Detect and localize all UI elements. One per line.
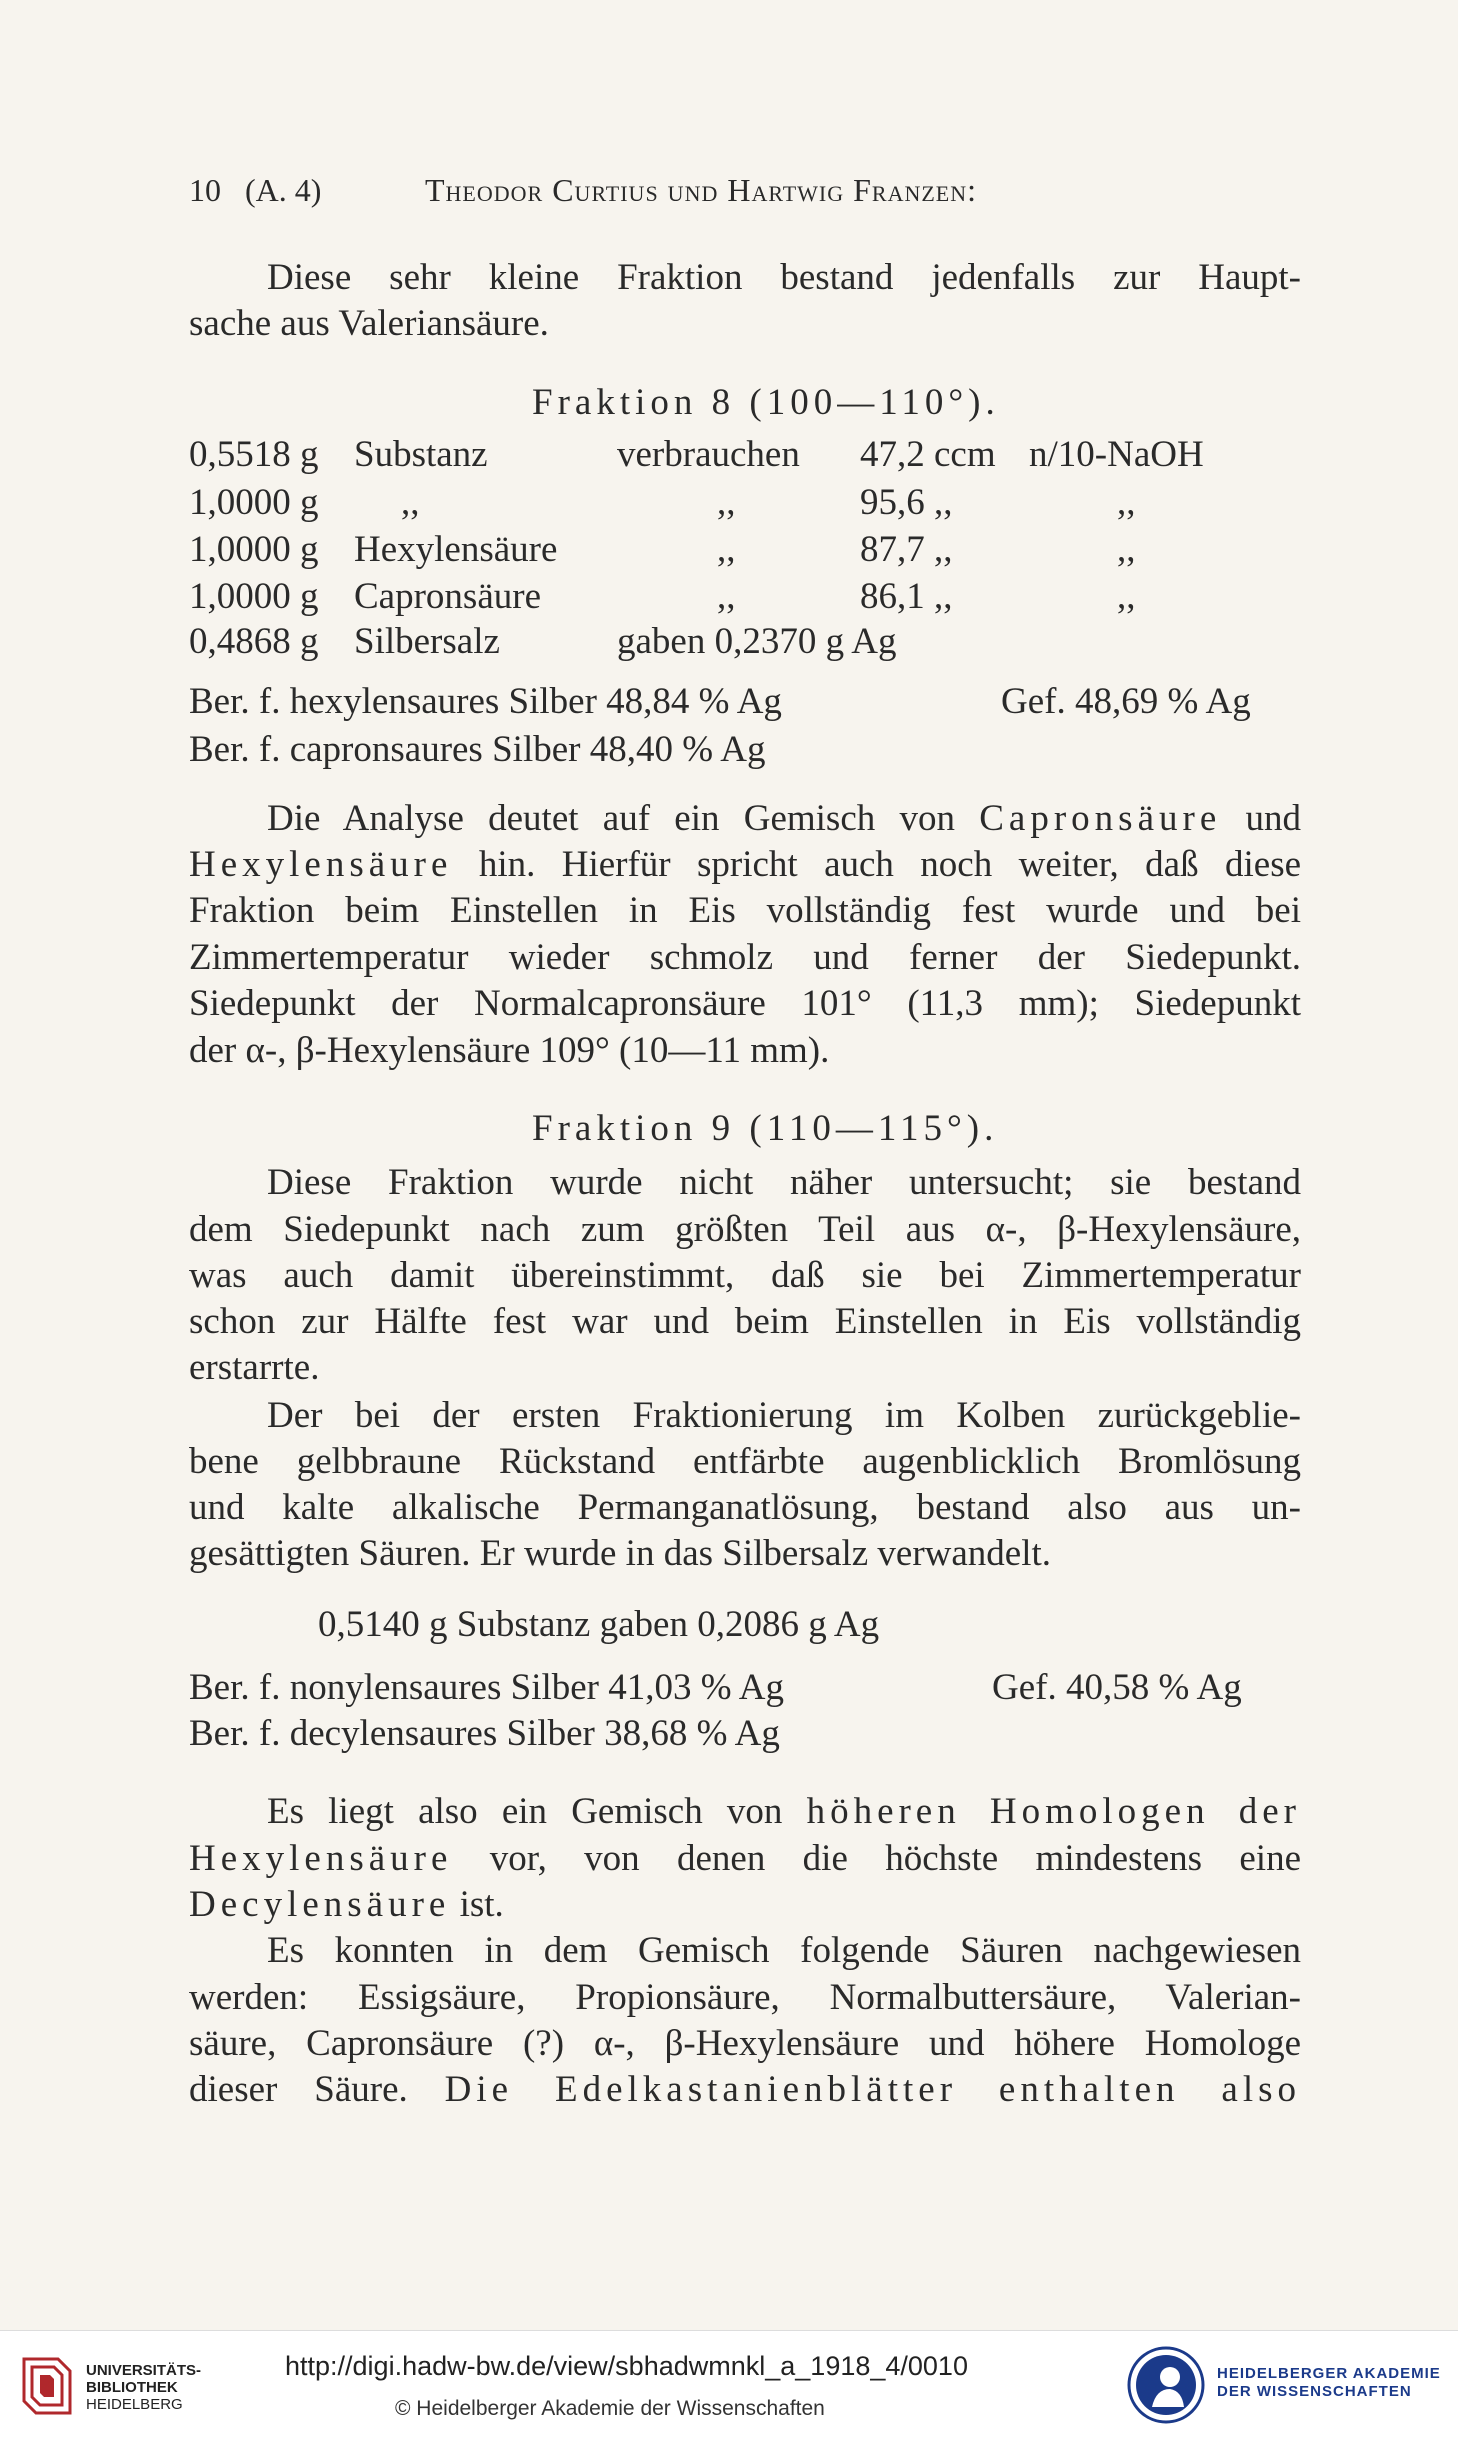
page-number: 10 (189, 172, 221, 208)
calc-result: Ber. f. nonylensaures Silber 41,03 % Ag (189, 1667, 784, 1708)
academy-seal-icon (1126, 2345, 1206, 2425)
academy-name: HEIDELBERGER AKADEMIE DER WISSENSCHAFTEN (1217, 2365, 1441, 2400)
paragraph-line: Es liegt also ein Gemisch von höheren Homologen der (267, 1791, 1301, 1832)
running-title: Theodor Curtius und Hartwig Franzen: (425, 172, 978, 208)
document-page: 10 (A. 4) Theodor Curtius und Hartwig Franzen: Diese sehr kleine Fraktion bestand jedenfalls zur Haupt- sache aus Valeriansäure. Fraktion 8 (100—110°). 0,5518 g Substanz verbrauchen 47,2 ccm n/10-NaOH 1,0000 g ,, ,, 95,6 ,, ,, 1,0000 g Hexylensäure ,, 87,7 ,, ,, 1,0000 g Capronsäure ,, 86,1 ,, ,, 0,4868 g Silbersalz gaben 0,2370 g Ag Ber. f. hexylensaures Silber 48,84 % Ag Gef. 48,69 % Ag Ber. f. capronsaures Silber 48,40 % Ag Die Analyse deutet auf ein Gemisch von Capronsäure und Hexylensäure hin. Hierfür spricht auch noch weiter, daß diese Fraktion beim Einstellen in Eis vollständig fest wurde und bei Zimmertemperatur wieder schmolz und ferner der Siedepunkt. Siedepunkt der Normalcapronsäure 101° (11,3 mm); Siedepunkt der α-, β-Hexylensäure 109° (10—11 mm). Fraktion 9 (110—115°). Diese Fraktion wurde nicht näher untersucht; sie bestand dem Siedepunkt nach zum größten Teil aus α-, β-Hexylensäure, was auch damit übereinstimmt, daß sie bei Zimmertemperatur schon zur Hälfte fest war und beim Einstellen in Eis vollständig erstarrte. Der bei der ersten Fraktionierung im Kolben zurückgeblie- bene gelbbraune Rückstand entfärbte augenblicklich Bromlösung und kalte alkalische Permanganatlösung, bestand also aus un- gesättigten Säuren. Er wurde in das Silbersalz verwandelt. 0,5140 g Substanz gaben 0,2086 g Ag Ber. f. nonylensaures Silber 41,03 % Ag Gef. 40,58 % Ag Ber. f. decylensaures Silber 38,68 % Ag Es liegt also ein Gemisch von höheren Homologen der Hexylensäure vor, von denen die höchste mindestens eine Decylensäure ist. Es konnten in dem Gemisch folgende Säuren nachgewiesen werden: Essigsäure, Propionsäure, Normalbuttersäure, Valerian- säure, Capronsäure (?) α-, β-Hexylensäure und höhere Homologe dieser Säure. Die Edelkastanienblätter enthalten also (0, 0, 1458, 2330)
paragraph-line: Hexylensäure vor, von denen die höchste mindestens eine (189, 1838, 1301, 1879)
paragraph-line: Die Analyse deutet auf ein Gemisch von Capronsäure und (267, 798, 1301, 839)
footer-bar (0, 2330, 1458, 2438)
found-result: Gef. 40,58 % Ag (992, 1667, 1242, 1708)
found-result: Gef. 48,69 % Ag (1001, 681, 1251, 722)
paragraph-line: schon zur Hälfte fest war und beim Einstellen in Eis vollständig (189, 1301, 1301, 1342)
paragraph-line: Es konnten in dem Gemisch folgende Säuren nachgewiesen (267, 1930, 1301, 1971)
section-ref: (A. 4) (245, 172, 322, 208)
paragraph-line: gesättigten Säuren. Er wurde in das Silbersalz verwandelt. (189, 1533, 1052, 1574)
paragraph-line: bene gelbbraune Rückstand entfärbte augenblicklich Bromlösung (189, 1441, 1301, 1482)
paragraph-line: säure, Capronsäure (?) α-, β-Hexylensäure und höhere Homologe (189, 2023, 1301, 2064)
paragraph-line: dieser Säure. Die Edelkastanienblätter enthalten also (189, 2069, 1302, 2110)
paragraph-line: dem Siedepunkt nach zum größten Teil aus α-, β-Hexylensäure, (189, 1209, 1301, 1250)
paragraph-line: Diese Fraktion wurde nicht näher untersucht; sie bestand (267, 1162, 1301, 1203)
paragraph-line: erstarrte. (189, 1347, 320, 1388)
section-heading: Fraktion 8 (100—110°). (532, 382, 1000, 423)
library-logo-icon (18, 2355, 76, 2417)
paragraph-line: Siedepunkt der Normalcapronsäure 101° (11,3 mm); Siedepunkt (189, 983, 1301, 1024)
paragraph-line: und kalte alkalische Permanganatlösung, bestand also aus un- (189, 1487, 1301, 1528)
paragraph-line: was auch damit übereinstimmt, daß sie bei Zimmertemperatur (189, 1255, 1301, 1296)
paragraph-line: Diese sehr kleine Fraktion bestand jedenfalls zur Haupt- (267, 257, 1301, 298)
paragraph-line: der α-, β-Hexylensäure 109° (10—11 mm). (189, 1030, 830, 1071)
copyright-text: © Heidelberger Akademie der Wissenschaften (395, 2397, 825, 2420)
analysis-line: 0,5140 g Substanz gaben 0,2086 g Ag (318, 1604, 880, 1645)
paragraph-line: Der bei der ersten Fraktionierung im Kolben zurückgeblie- (267, 1395, 1301, 1436)
paragraph-line: werden: Essigsäure, Propionsäure, Normalbuttersäure, Valerian- (189, 1977, 1301, 2018)
paragraph-line: sache aus Valeriansäure. (189, 303, 549, 344)
calc-result: Ber. f. capronsaures Silber 48,40 % Ag (189, 729, 766, 770)
section-heading: Fraktion 9 (110—115°). (532, 1108, 999, 1149)
paragraph-line: Decylensäure ist. (189, 1884, 504, 1925)
paragraph-line: Fraktion beim Einstellen in Eis vollständig fest wurde und bei (189, 890, 1301, 931)
calc-result: Ber. f. decylensaures Silber 38,68 % Ag (189, 1713, 780, 1754)
paragraph-line: Hexylensäure hin. Hierfür spricht auch noch weiter, daß diese (189, 844, 1302, 885)
paragraph-line: Zimmertemperatur wieder schmolz und ferner der Siedepunkt. (189, 937, 1301, 978)
calc-result: Ber. f. hexylensaures Silber 48,84 % Ag (189, 681, 782, 722)
source-url-link[interactable]: http://digi.hadw-bw.de/view/sbhadwmnkl_a_1918_4/0010 (285, 2351, 968, 2381)
library-name: UNIVERSITÄTS- BIBLIOTHEK HEIDELBERG (86, 2362, 202, 2413)
